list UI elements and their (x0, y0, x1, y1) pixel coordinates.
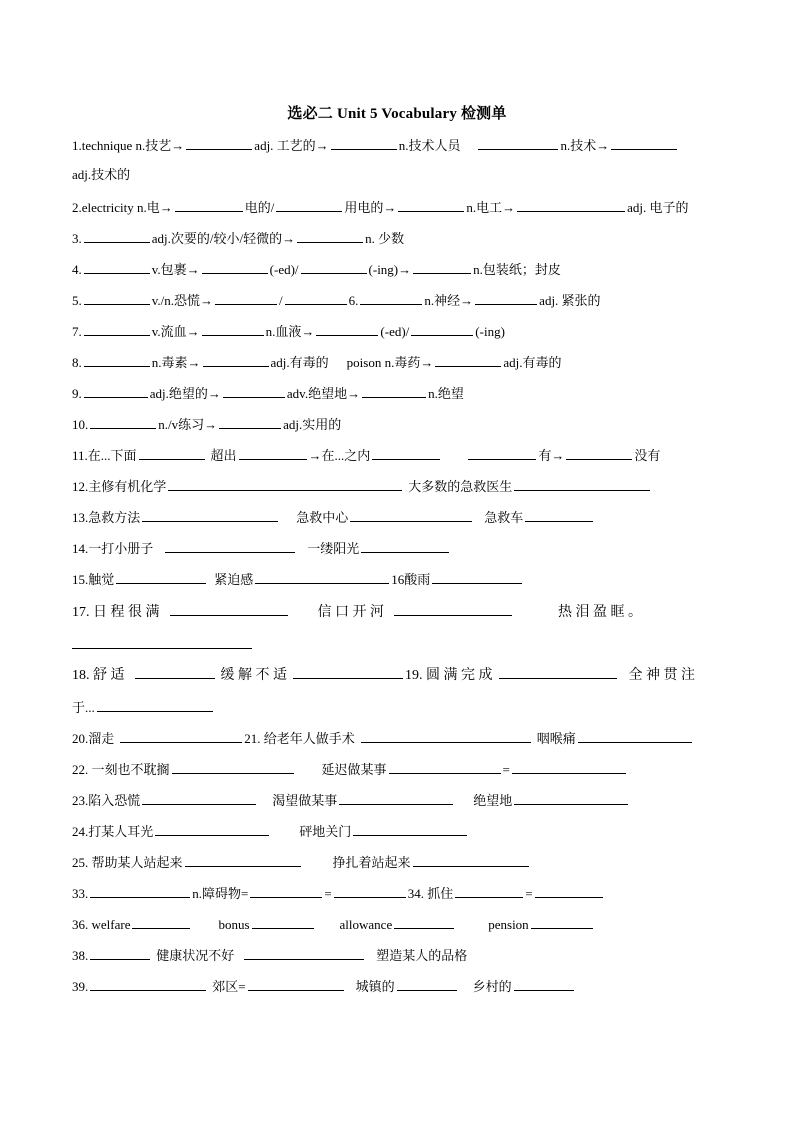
q17-blank-2[interactable] (394, 601, 512, 616)
q34-text-2: = (525, 886, 533, 901)
q34-blank-2[interactable] (535, 883, 603, 898)
q1-blank-1[interactable] (186, 135, 252, 150)
q25-blank-1[interactable] (185, 852, 301, 867)
q5-text-2: v./n.恐慌→ (151, 293, 214, 308)
question-8 (72, 352, 561, 372)
q10-text-2: n./v练习→ (158, 417, 218, 432)
q3-blank-1[interactable] (84, 228, 150, 243)
q7-blank-3[interactable] (316, 321, 378, 336)
q3-text-2: adj.次要的/较小/轻微的→ (151, 231, 296, 246)
q39-text-4: 乡村的 (472, 979, 512, 994)
q17-blank-3[interactable] (72, 634, 252, 649)
q11-text-4: 有→ (538, 448, 565, 463)
q16-blank-1[interactable] (432, 569, 522, 584)
q33-blank-3[interactable] (334, 883, 406, 898)
q22-prompt: 22. 一刻也不耽搁 (72, 762, 170, 777)
q12-prompt: 12.主修有机化学 (72, 479, 167, 494)
q39-blank-1[interactable] (90, 976, 206, 991)
q3-blank-2[interactable] (297, 228, 363, 243)
q8-text-2: n.毒素→ (151, 355, 201, 370)
q4-prompt: 4. (72, 262, 82, 277)
q22-text-3: = (502, 762, 510, 777)
q19-text-3: 于... (72, 700, 95, 715)
q6-text-3: adj. 紧张的 (539, 293, 601, 308)
q4-blank-2[interactable] (202, 259, 268, 274)
q36-blank-2[interactable] (252, 914, 314, 929)
q25-blank-2[interactable] (413, 852, 529, 867)
q5-blank-3[interactable] (285, 290, 347, 305)
q39-blank-2[interactable] (248, 976, 344, 991)
q23-blank-3[interactable] (514, 790, 628, 805)
q4-blank-1[interactable] (84, 259, 150, 274)
q4-text-2: v.包裹→ (151, 262, 200, 277)
question-17-cont (72, 634, 254, 654)
question-23 (72, 790, 630, 810)
q34-prompt: 34. 抓住 (407, 886, 454, 901)
q13-prompt: 13.急救方法 (72, 510, 141, 525)
q3-prompt: 3. (72, 231, 82, 246)
q21-prompt: 21. 给老年人做手术 (244, 731, 355, 746)
q19-blank-2[interactable] (97, 697, 213, 712)
q8-blank-3[interactable] (435, 352, 501, 367)
q10-prompt: 10. (72, 417, 89, 432)
q22-blank-1[interactable] (172, 759, 294, 774)
q6-blank-2[interactable] (475, 290, 537, 305)
question-24 (72, 821, 469, 841)
q39-text-2: 郊区= (212, 979, 246, 994)
q18-prompt: 18. 舒 适 (72, 668, 125, 683)
q21-text-2: 咽喉痛 (536, 731, 576, 746)
question-1 (72, 135, 679, 155)
q2-blank-2[interactable] (276, 197, 342, 212)
question-19-cont (72, 697, 215, 717)
question-22 (72, 759, 628, 779)
question-1-cont (72, 166, 130, 184)
q38-prompt: 38. (72, 948, 89, 963)
q7-text-4: (-ed)/ (380, 324, 410, 339)
q16-prompt: 16酸雨 (391, 572, 431, 587)
q1-blank-4[interactable] (611, 135, 677, 150)
question-13 (72, 507, 595, 527)
q23-blank-2[interactable] (339, 790, 453, 805)
q33-prompt: 33. (72, 886, 89, 901)
q14-text-2: 一缕阳光 (307, 541, 360, 556)
q36-blank-3[interactable] (394, 914, 454, 929)
q13-text-2: 急救中心 (296, 510, 349, 525)
q7-text-5: (-ing) (475, 324, 505, 339)
q20-prompt: 20.溜走 (72, 731, 115, 746)
q8-blank-2[interactable] (203, 352, 269, 367)
q8-text-3: adj.有毒的 (270, 355, 329, 370)
q9-text-3: adv.绝望地→ (286, 386, 361, 401)
q22-blank-3[interactable] (512, 759, 626, 774)
q4-text-3: (-ed)/ (269, 262, 299, 277)
q39-prompt: 39. (72, 979, 89, 994)
q5-text-3: / (279, 293, 283, 308)
q2-blank-3[interactable] (398, 197, 464, 212)
q9-blank-1[interactable] (84, 383, 148, 398)
q24-prompt: 24.打某人耳光 (72, 824, 154, 839)
q7-blank-4[interactable] (411, 321, 473, 336)
q12-blank-1[interactable] (168, 476, 402, 491)
q33-blank-2[interactable] (250, 883, 322, 898)
question-11 (72, 445, 660, 465)
q15-blank-2[interactable] (255, 569, 389, 584)
question-3 (72, 228, 404, 248)
q11-blank-4[interactable] (468, 445, 536, 460)
q8-prompt: 8. (72, 355, 82, 370)
q38-text-3: 塑造某人的品格 (376, 948, 468, 963)
q4-blank-4[interactable] (413, 259, 471, 274)
q10-text-3: adj.实用的 (283, 417, 342, 432)
q7-prompt: 7. (72, 324, 82, 339)
q2-text-3: 用电的→ (344, 200, 397, 215)
q9-blank-2[interactable] (223, 383, 285, 398)
q38-blank-2[interactable] (244, 945, 364, 960)
q13-blank-2[interactable] (350, 507, 472, 522)
q14-prompt: 14.一打小册子 (72, 541, 154, 556)
question-12 (72, 476, 652, 496)
question-33 (72, 883, 605, 903)
q18-blank-2[interactable] (293, 664, 403, 679)
q22-blank-2[interactable] (389, 759, 501, 774)
q5-prompt: 5. (72, 293, 82, 308)
q8-text-4: poison n.毒药→ (346, 355, 434, 370)
q11-blank-1[interactable] (139, 445, 205, 460)
question-36 (72, 914, 595, 934)
q17-text-2: 信 口 开 河 (317, 605, 384, 620)
question-20 (72, 728, 694, 748)
q5-blank-2[interactable] (215, 290, 277, 305)
q15-blank-1[interactable] (116, 569, 206, 584)
q23-text-2: 渴望做某事 (272, 793, 338, 808)
q1-text-4: n.技术→ (560, 138, 610, 153)
q24-text-2: 砰地关门 (299, 824, 352, 839)
question-14 (72, 538, 451, 558)
q24-blank-2[interactable] (353, 821, 467, 836)
question-39 (72, 976, 576, 996)
q39-blank-4[interactable] (514, 976, 574, 991)
q6-blank-1[interactable] (360, 290, 422, 305)
question-38 (72, 945, 467, 965)
q13-blank-1[interactable] (142, 507, 278, 522)
question-2 (72, 197, 689, 217)
q6-text-2: n.神经→ (424, 293, 474, 308)
page-title: 选必二 Unit 5 Vocabulary 检测单 (287, 106, 507, 122)
q36-blank-1[interactable] (132, 914, 190, 929)
q7-text-3: n.血液→ (265, 324, 315, 339)
question-15 (72, 569, 524, 589)
q15-text-2: 紧迫感 (214, 572, 254, 587)
q10-blank-2[interactable] (219, 414, 281, 429)
question-17 (72, 601, 642, 622)
q6-prompt: 6. (348, 293, 359, 308)
q11-text-5: 没有 (634, 448, 661, 463)
q8-blank-1[interactable] (84, 352, 150, 367)
q39-blank-3[interactable] (397, 976, 457, 991)
q2-blank-1[interactable] (175, 197, 243, 212)
q10-blank-1[interactable] (90, 414, 156, 429)
q23-text-3: 绝望地 (473, 793, 513, 808)
q21-blank-1[interactable] (361, 728, 531, 743)
q4-text-5: n.包装纸；封皮 (473, 262, 561, 277)
q34-blank-1[interactable] (455, 883, 523, 898)
q21-blank-2[interactable] (578, 728, 692, 743)
q20-blank-1[interactable] (120, 728, 242, 743)
q38-blank-1[interactable] (90, 945, 150, 960)
q12-blank-2[interactable] (514, 476, 650, 491)
q11-blank-3[interactable] (372, 445, 440, 460)
q13-blank-3[interactable] (525, 507, 593, 522)
q8-text-5: adj.有毒的 (503, 355, 562, 370)
q18-text-2: 缓 解 不 适 (220, 668, 287, 683)
q5-blank-1[interactable] (84, 290, 150, 305)
q2-blank-4[interactable] (517, 197, 625, 212)
q2-prompt: 2.electricity n.电→ (72, 200, 173, 215)
q23-blank-1[interactable] (142, 790, 256, 805)
q1-text-2: adj. 工艺的→ (254, 138, 329, 153)
q25-prompt: 25. 帮助某人站起来 (72, 855, 183, 870)
q36-text-3: allowance (339, 917, 393, 932)
q33-blank-1[interactable] (90, 883, 190, 898)
question-10 (72, 414, 341, 434)
q9-prompt: 9. (72, 386, 82, 401)
q11-text-2: 超出 (210, 448, 237, 463)
q7-text-2: v.流血→ (151, 324, 200, 339)
q3-text-3: n. 少数 (365, 231, 405, 246)
question-9 (72, 383, 464, 403)
q14-blank-2[interactable] (361, 538, 449, 553)
q36-text-4: pension (488, 917, 529, 932)
q33-text-3: = (324, 886, 332, 901)
question-7 (72, 321, 505, 341)
q17-text-3: 热 泪 盈 眶 。 (558, 605, 642, 620)
q13-text-3: 急救车 (484, 510, 524, 525)
q4-blank-3[interactable] (301, 259, 367, 274)
q11-prompt: 11.在...下面 (72, 448, 137, 463)
question-4 (72, 259, 561, 279)
q22-text-2: 延迟做某事 (321, 762, 387, 777)
q9-blank-3[interactable] (362, 383, 426, 398)
q9-text-4: n.绝望 (428, 386, 464, 401)
q17-blank-1[interactable] (170, 601, 288, 616)
q11-text-3: →在...之内 (308, 448, 371, 463)
q1-text-3: n.技术人员 (398, 138, 461, 153)
q17-prompt: 17. 日 程 很 满 (72, 605, 160, 620)
q36-prompt: 36. welfare (72, 917, 131, 932)
question-5 (72, 290, 601, 310)
q1-prompt: 1.technique n.技艺→ (72, 138, 185, 153)
q19-blank-1[interactable] (499, 664, 617, 679)
q14-blank-1[interactable] (165, 538, 295, 553)
q23-prompt: 23.陷入恐慌 (72, 793, 141, 808)
question-18 (72, 664, 695, 685)
q25-text-2: 挣扎着站起来 (332, 855, 411, 870)
q7-blank-1[interactable] (84, 321, 150, 336)
q9-text-2: adj.绝望的→ (149, 386, 221, 401)
q36-text-2: bonus (218, 917, 250, 932)
q11-blank-2[interactable] (239, 445, 307, 460)
q1-text-5: adj.技术的 (72, 167, 131, 182)
q36-blank-4[interactable] (531, 914, 593, 929)
q2-text-4: n.电工→ (466, 200, 516, 215)
q2-text-2: 电的/ (244, 200, 275, 215)
q15-prompt: 15.触觉 (72, 572, 115, 587)
q12-text-2: 大多数的急救医生 (408, 479, 513, 494)
q19-prompt: 19. 圆 满 完 成 (405, 668, 493, 683)
q18-blank-1[interactable] (135, 664, 215, 679)
q1-blank-2[interactable] (331, 135, 397, 150)
q33-text-2: n.障碍物= (192, 886, 249, 901)
q11-blank-5[interactable] (566, 445, 632, 460)
q39-text-3: 城镇的 (355, 979, 395, 994)
q1-blank-3[interactable] (478, 135, 558, 150)
q4-text-4: (-ing)→ (368, 262, 412, 277)
q38-text-2: 健康状况不好 (156, 948, 235, 963)
q2-text-5: adj. 电子的 (627, 200, 689, 215)
question-25 (72, 852, 531, 872)
q7-blank-2[interactable] (202, 321, 264, 336)
q24-blank-1[interactable] (155, 821, 269, 836)
q19-text-2: 全 神 贯 注 (628, 668, 695, 683)
